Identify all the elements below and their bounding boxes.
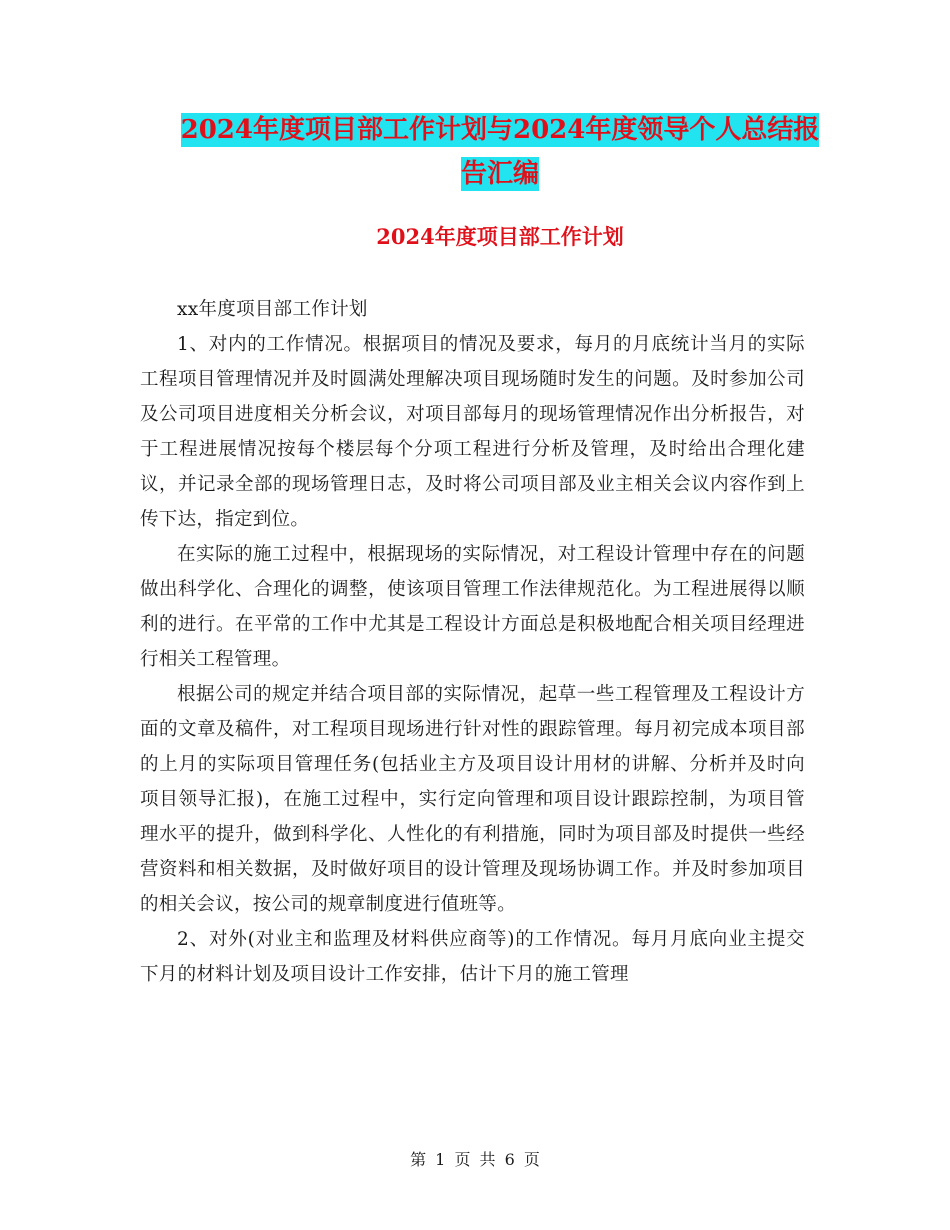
document-body — [140, 292, 805, 992]
document-title-line-2: 告汇编 — [460, 159, 539, 189]
paragraph-company-rules: 根据公司的规定并结合项目部的实际情况，起草一些工程管理及工程设计方面的文章及稿件，对工程项目现场进行针对性的跟踪管理。每月初完成本项目部的上月的实际项目管理任务(包括业主方及项目设计用材的讲解、分析并及时向项目领导汇报)，在施工过程中，实行定向管理和项目设计跟踪控制，为项目管理水平的提升，做到科学化、人性化的有利措施，同时为项目部及时提供一些经营资料和相关数据，及时做好项目的设计管理及现场协调工作。并及时参加项目的相关会议，按公司的规章制度进行值班等。 — [140, 684, 805, 915]
page-footer: 第 1 页 共 6 页 — [410, 1150, 540, 1169]
document-title — [140, 108, 860, 196]
paragraph-construction-process: 在实际的施工过程中，根据现场的实际情况，对工程设计管理中存在的问题做出科学化、合理化的调整，使该项目管理工作法律规范化。为工程进展得以顺利的进行。在平常的工作中尤其是工程设计方面总是积极地配合相关项目经理进行相关工程管理。 — [140, 544, 805, 670]
document-title-line-1: 2024年度项目部工作计划与2024年度领导个人总结报 — [180, 115, 820, 145]
section-title: 2024年度项目部工作计划 — [376, 224, 624, 249]
paragraph-external-work: 2、对外(对业主和监理及材料供应商等)的工作情况。每月月底向业主提交下月的材料计划及项目设计工作安排，估计下月的施工管理 — [140, 929, 805, 985]
paragraph-subtitle: xx年度项目部工作计划 — [177, 299, 368, 320]
paragraph-internal-work: 1、对内的工作情况。根据项目的情况及要求，每月的月底统计当月的实际工程项目管理情况并及时圆满处理解决项目现场随时发生的问题。及时参加公司及公司项目进度相关分析会议，对项目部每月的现场管理情况作出分析报告，对于工程进展情况按每个楼层每个分项工程进行分析及管理，及时给出合理化建议，并记录全部的现场管理日志，及时将公司项目部及业主相关会议内容作到上传下达，指定到位。 — [140, 334, 805, 530]
